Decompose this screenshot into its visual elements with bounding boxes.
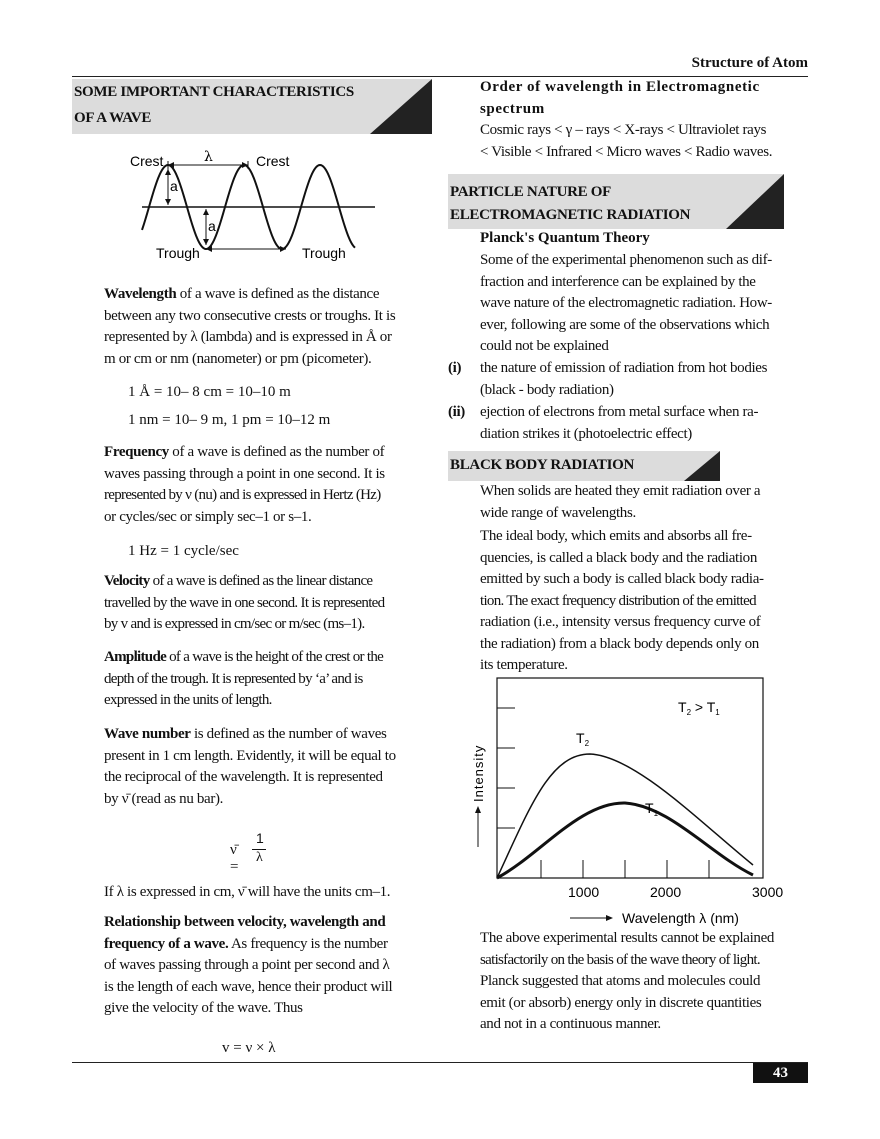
amplitude-term: Amplitude [104, 649, 167, 665]
text-line: by v and is expressed in cm/sec or m/sec (ms–1). [104, 616, 365, 632]
footer-rule [72, 1062, 808, 1063]
text-line: quencies, is called a black body and the radiation [480, 549, 757, 566]
text-line: Order of wavelength in Electromagnetic [480, 79, 760, 95]
running-header: Structure of Atom [691, 55, 808, 71]
text-line: could not be explained [480, 338, 609, 354]
planck-paragraph [480, 250, 808, 358]
text-line: by ν̄ (read as nu bar). [104, 790, 224, 807]
text-line: ever, following are some of the observations which [480, 316, 770, 333]
eq-lhs: ν̄ = [230, 842, 239, 875]
text-line: the reciprocal of the wavelength. It is represented [104, 769, 383, 785]
text-line: present in 1 cm length. Evidently, it will be equal to [104, 747, 396, 764]
conclusion-paragraph [480, 928, 808, 1036]
wave-number-paragraph [104, 724, 434, 810]
text-line: the nature of emission of radiation from hot bodies [480, 360, 768, 376]
heading-corner-triangle [726, 174, 784, 229]
text-line: The above experimental results cannot be explained [480, 930, 775, 946]
relationship-term: frequency of a wave. [104, 935, 229, 952]
blackbody-graph [460, 672, 800, 932]
text-line: Cosmic rays < γ – rays < X-rays < Ultraviolet rays [480, 122, 767, 138]
blackbody-paragraph-1 [480, 481, 808, 524]
text-line: tion. The exact frequency distribution of the emitted [480, 592, 756, 609]
text-line: Planck suggested that atoms and molecules could [480, 973, 761, 989]
text-line: of a wave is defined as the linear distance [149, 573, 373, 589]
amplitude-paragraph [104, 647, 434, 712]
trough-label-right: Trough [302, 245, 346, 261]
order-heading [480, 77, 808, 120]
text-line: is the length of each wave, hence their product will [104, 978, 393, 995]
text-line: of a wave is defined as the number of [168, 444, 385, 460]
wavelength-paragraph [104, 284, 434, 370]
text-line: is defined as the number of waves [190, 726, 387, 742]
t1-curve-label: $T_1$ [645, 800, 659, 818]
item-number: (i) [448, 360, 462, 376]
text-line: ejection of electrons from metal surface when ra- [480, 404, 759, 420]
x-axis-label: Wavelength λ (nm) [622, 910, 739, 926]
text-line: its temperature. [480, 657, 568, 673]
text-line: emitted by such a body is called black body radia- [480, 571, 764, 587]
curve-t2 [497, 754, 753, 878]
observation-item-2 [448, 402, 808, 445]
blackbody-title: BLACK BODY RADIATION [450, 457, 635, 473]
wave-number-units: If λ is expressed in cm, ν̄ will have the units cm–1. [104, 884, 391, 900]
graph-legend: $T_2 > T_1$ [678, 699, 720, 717]
x-tick-1000: 1000 [568, 884, 600, 900]
text-line: or cycles/sec or simply sec–1 or s–1. [104, 508, 312, 525]
text-line: m or cm or nm (nanometer) or pm (picometer). [104, 350, 372, 367]
y-axis-label: Intensity [471, 744, 486, 802]
velocity-term: Velocity [104, 573, 150, 589]
frequency-term: Frequency [104, 444, 169, 460]
planck-heading: Planck's Quantum Theory [480, 230, 650, 246]
angstrom-equation: 1 Å = 10– 8 cm = 10–10 m [128, 384, 291, 400]
text-line: radiation (i.e., intensity versus frequency curve of [480, 614, 761, 630]
wavelength-term: Wavelength [104, 286, 177, 302]
particle-title-line2: ELECTROMAGNETIC RADIATION [450, 207, 691, 223]
text-line: fraction and interference can be explained by the [480, 273, 756, 290]
amplitude-label-top: a [170, 178, 178, 194]
text-line: As frequency is the number [228, 935, 388, 952]
trough-label-left: Trough [156, 245, 200, 261]
eq-numerator: 1 [256, 830, 264, 846]
text-line: of a wave is defined as the distance [176, 286, 380, 302]
text-line: waves passing through a point in one second. It is [104, 465, 385, 482]
order-paragraph [480, 120, 808, 163]
text-line: depth of the trough. It is represented by ‘a’ and is [104, 670, 363, 687]
t2-curve-label: $T_2$ [576, 730, 590, 748]
text-line: < Visible < Infrared < Micro waves < Radio waves. [480, 143, 773, 160]
text-line: wave nature of the electromagnetic radiation. How- [480, 295, 772, 311]
wave-number-term: Wave number [104, 726, 191, 742]
item-number: (ii) [448, 404, 465, 420]
text-line: (black - body radiation) [480, 381, 614, 398]
text-line: and not in a continuous manner. [480, 1016, 661, 1032]
page-number: 43 [773, 1065, 788, 1081]
relationship-paragraph [104, 912, 434, 1020]
text-line: When solids are heated they emit radiation over a [480, 483, 761, 499]
text-line: of a wave is the height of the crest or the [166, 649, 384, 665]
text-line: of waves passing through a point per second and λ [104, 957, 390, 973]
text-line: wide range of wavelengths. [480, 504, 636, 521]
heading-corner-triangle [370, 79, 432, 134]
heading-corner-triangle [684, 451, 720, 481]
text-line: represented by λ (lambda) and is expressed in Å or [104, 329, 392, 345]
velocity-equation: v = ν × λ [222, 1040, 276, 1056]
particle-title-line1: PARTICLE NATURE OF [450, 184, 612, 200]
observation-item-1 [448, 358, 808, 401]
section-title-line2: OF A WAVE [74, 110, 152, 126]
text-line: expressed in the units of length. [104, 692, 272, 708]
text-line: spectrum [480, 100, 545, 117]
eq-denominator: λ [256, 850, 263, 865]
velocity-paragraph [104, 571, 434, 636]
text-line: Some of the experimental phenomenon such as dif- [480, 252, 772, 268]
text-line: The ideal body, which emits and absorbs all fre- [480, 528, 752, 544]
frequency-paragraph [104, 442, 434, 528]
relationship-term: Relationship between velocity, wavelength and [104, 914, 386, 930]
text-line: give the velocity of the wave. Thus [104, 1000, 303, 1016]
text-line: between any two consecutive crests or troughs. It is [104, 307, 396, 324]
blackbody-paragraph-2 [480, 526, 808, 677]
hertz-equation: 1 Hz = 1 cycle/sec [128, 543, 239, 559]
text-line: the radiation) from a black body depends only on [480, 635, 759, 652]
wave-diagram [120, 145, 385, 270]
nanometer-equation: 1 nm = 10– 9 m, 1 pm = 10–12 m [128, 412, 331, 428]
text-line: represented by ν (nu) and is expressed in Hertz (Hz) [104, 487, 381, 503]
crest-label-left: Crest [130, 153, 164, 169]
text-line: satisfactorily on the basis of the wave theory of light. [480, 951, 760, 968]
text-line: travelled by the wave in one second. It is represented [104, 594, 385, 611]
lambda-label: λ [204, 149, 213, 165]
crest-label-right: Crest [256, 153, 290, 169]
x-tick-3000: 3000 [752, 884, 784, 900]
x-tick-2000: 2000 [650, 884, 682, 900]
text-line: diation strikes it (photoelectric effect) [480, 425, 692, 442]
text-line: emit (or absorb) energy only in discrete quantities [480, 994, 762, 1011]
section-title-line1: SOME IMPORTANT CHARACTERISTICS [74, 84, 354, 100]
amplitude-label-bottom: a [208, 218, 216, 234]
